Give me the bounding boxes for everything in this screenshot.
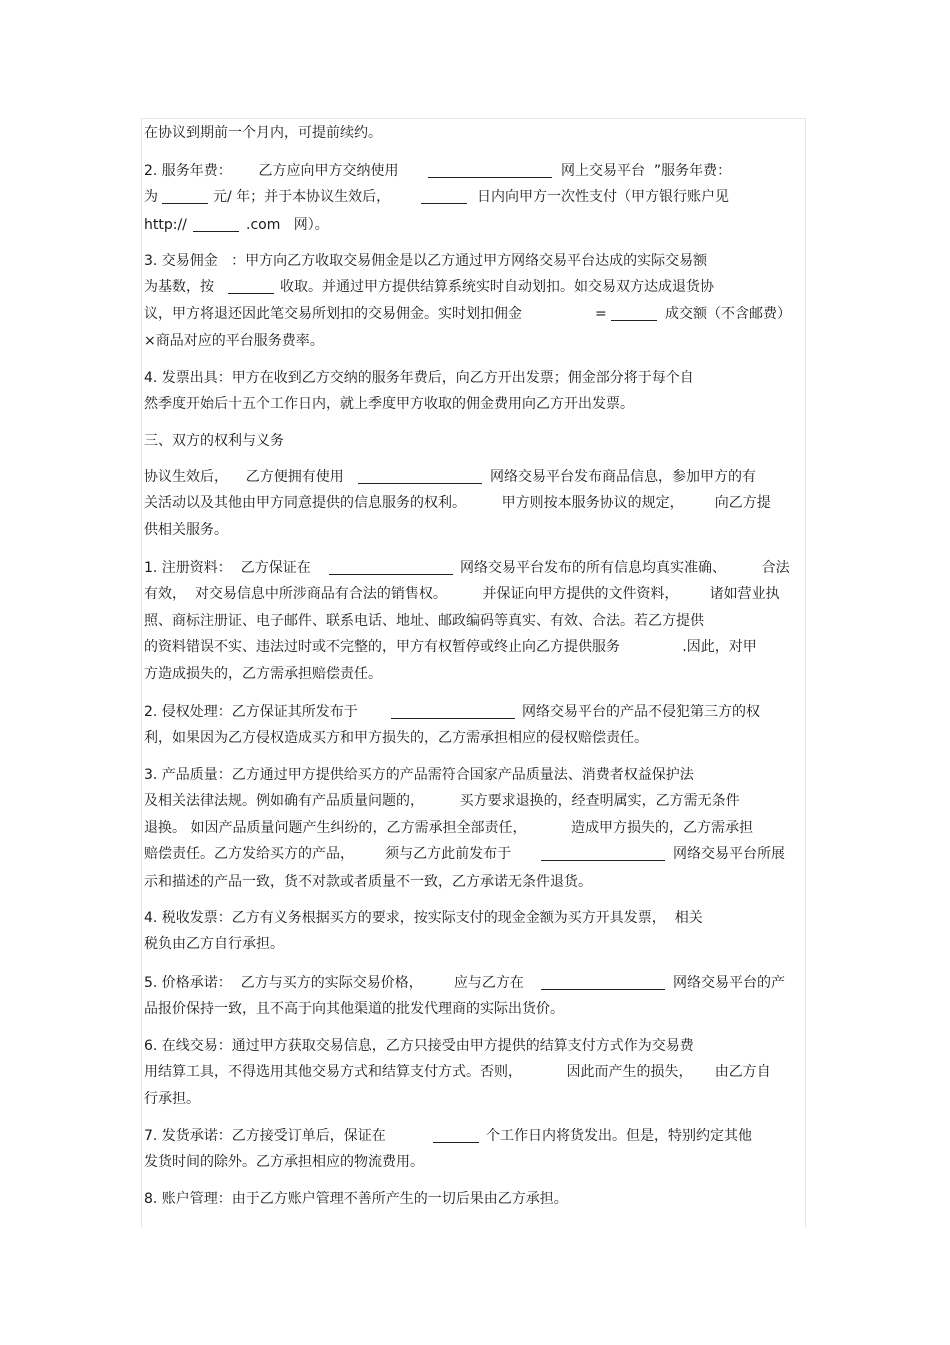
price-platform-blank[interactable]: [541, 975, 665, 990]
invoice-line-2: 然季度开始后十五个工作日内，就上季度甲方收取的佣金费用向乙方开出发票。: [144, 396, 634, 412]
commission-formula-text: 成交额（不含邮费）: [665, 306, 791, 322]
account-line: 8. 账户管理：由于乙方账户管理不善所产生的一切后果由乙方承担。: [144, 1191, 568, 1207]
price-b: 网络交易平台的产: [673, 975, 785, 991]
registration-a: 1. 注册资料： 乙方保证在: [144, 560, 311, 576]
commission-rate-blank[interactable]: [228, 279, 274, 294]
registration-line-4: 的资料错误不实、违法过时或不完整的，甲方有权暂停或终止向乙方提供服务 .因此，对甲: [144, 639, 757, 655]
infringement-a: 2. 侵权处理：乙方保证其所发布于: [144, 704, 358, 720]
price-a: 5. 价格承诺： 乙方与买方的实际交易价格， 应与乙方在: [144, 975, 524, 991]
registration-line-5: 方造成损失的，乙方需承担赔偿责任。: [144, 666, 382, 682]
fee-amount-blank[interactable]: [162, 189, 208, 204]
quality-line-5: 示和描述的产品一致，货不对款或者质量不一致，乙方承诺无条件退货。: [144, 874, 592, 890]
commission-line-2: 收取。并通过甲方提供结算系统实时自动划扣。如交易双方达成退货协: [280, 279, 714, 295]
commission-rate-prefix: 为基数，按: [144, 279, 214, 295]
infringement-platform-blank[interactable]: [391, 704, 515, 719]
quality-line-3: 退换。 如因产品质量问题产生纠纷的，乙方需承担全部责任， 造成甲方损失的，乙方需承担: [144, 820, 753, 836]
quality-line-4a: 赔偿责任。乙方发给买方的产品， 须与乙方此前发布于: [144, 846, 512, 862]
invoice-line-1: 4. 发票出具：甲方在收到乙方交纳的服务年费后，向乙方开出发票；佣金部分将于每个自: [144, 370, 694, 386]
shipping-line-2: 发货时间的除外。乙方承担相应的物流费用。: [144, 1154, 424, 1170]
formula-blank[interactable]: [611, 306, 657, 321]
online-line-1: 6. 在线交易：通过甲方获取交易信息，乙方只接受由甲方提供的结算支付方式作为交易费: [144, 1038, 694, 1054]
service-fee-text-a: 2. 服务年费： 乙方应向甲方交纳使用: [144, 163, 399, 179]
url-domain-blank[interactable]: [193, 217, 239, 232]
service-fee-line-1: [144, 162, 399, 180]
online-line-3: 行承担。: [144, 1091, 200, 1107]
commission-line-4: ×商品对应的平台服务费率。: [144, 333, 324, 349]
tax-line-2: 税负由乙方自行承担。: [144, 936, 284, 952]
payment-days-blank[interactable]: [421, 189, 467, 204]
quality-line-2: 及相关法律法规。例如确有产品质量问题的， 买方要求退换的，经查明属实，乙方需无条件: [144, 793, 740, 809]
rights-intro-b: 网络交易平台发布商品信息，参加甲方的有: [490, 469, 756, 485]
equals-sign: =: [595, 306, 607, 322]
quality-platform-blank[interactable]: [541, 846, 665, 861]
registration-b: 网络交易平台发布的所有信息均真实准确、 合法: [460, 560, 790, 576]
shipping-a: 7. 发货承诺：乙方接受订单后，保证在: [144, 1128, 386, 1144]
registration-line-2: 有效， 对交易信息中所涉商品有合法的销售权。 并保证向甲方提供的文件资料， 诸如营业执: [144, 586, 780, 602]
infringement-line-2: 利，如果因为乙方侵权造成买方和甲方损失的，乙方需承担相应的侵权赔偿责任。: [144, 730, 648, 746]
shipping-b: 个工作日内将货发出。但是，特别约定其他: [486, 1128, 752, 1144]
url-prefix: http://: [144, 217, 187, 233]
commission-line-1: 3. 交易佣金 ：甲方向乙方收取交易佣金是以乙方通过甲方网络交易平台达成的实际交易额: [144, 253, 708, 269]
fee-amount-text: 元/ 年；并于本协议生效后，: [213, 189, 391, 205]
quality-line-4b: 网络交易平台所展: [673, 846, 785, 862]
payment-days-text: 日内向甲方一次性支付（甲方银行账户见: [477, 189, 729, 205]
quality-line-1: 3. 产品质量：乙方通过甲方提供给买方的产品需符合国家产品质量法、消费者权益保护法: [144, 767, 694, 783]
section-heading-rights: 三、双方的权利与义务: [144, 433, 284, 449]
rights-intro-line-3: 供相关服务。: [144, 522, 228, 538]
service-fee-text-b: 网上交易平台 ”服务年费：: [561, 163, 732, 179]
price-line-2: 品报价保持一致，且不高于向其他渠道的批发代理商的实际出货价。: [144, 1001, 564, 1017]
registration-line-3: 照、商标注册证、电子邮件、联系电话、地址、邮政编码等真实、有效、合法。若乙方提供: [144, 613, 704, 629]
page-left-rule: [141, 118, 142, 1228]
renewal-line: 在协议到期前一个月内，可提前续约。: [144, 125, 382, 141]
registration-platform-blank[interactable]: [329, 560, 453, 575]
platform-name-blank[interactable]: [428, 163, 552, 178]
fee-amount-prefix: 为: [144, 189, 158, 205]
infringement-b: 网络交易平台的产品不侵犯第三方的权: [522, 704, 760, 720]
shipping-days-blank[interactable]: [433, 1128, 479, 1143]
url-suffix: .com 网）。: [246, 217, 329, 233]
rights-platform-blank[interactable]: [358, 469, 482, 484]
commission-line-3: 议，甲方将退还因此笔交易所划扣的交易佣金。实时划扣佣金: [144, 306, 522, 322]
online-line-2: 用结算工具，不得选用其他交易方式和结算支付方式。否则， 因此而产生的损失， 由乙方自: [144, 1064, 771, 1080]
tax-line-1: 4. 税收发票：乙方有义务根据买方的要求，按实际支付的现金金额为买方开具发票， 相关: [144, 910, 703, 926]
rights-intro-line-2: 关活动以及其他由甲方同意提供的信息服务的权利。 甲方则按本服务协议的规定， 向乙方提: [144, 495, 771, 511]
rights-intro-a: 协议生效后， 乙方便拥有使用: [144, 469, 344, 485]
